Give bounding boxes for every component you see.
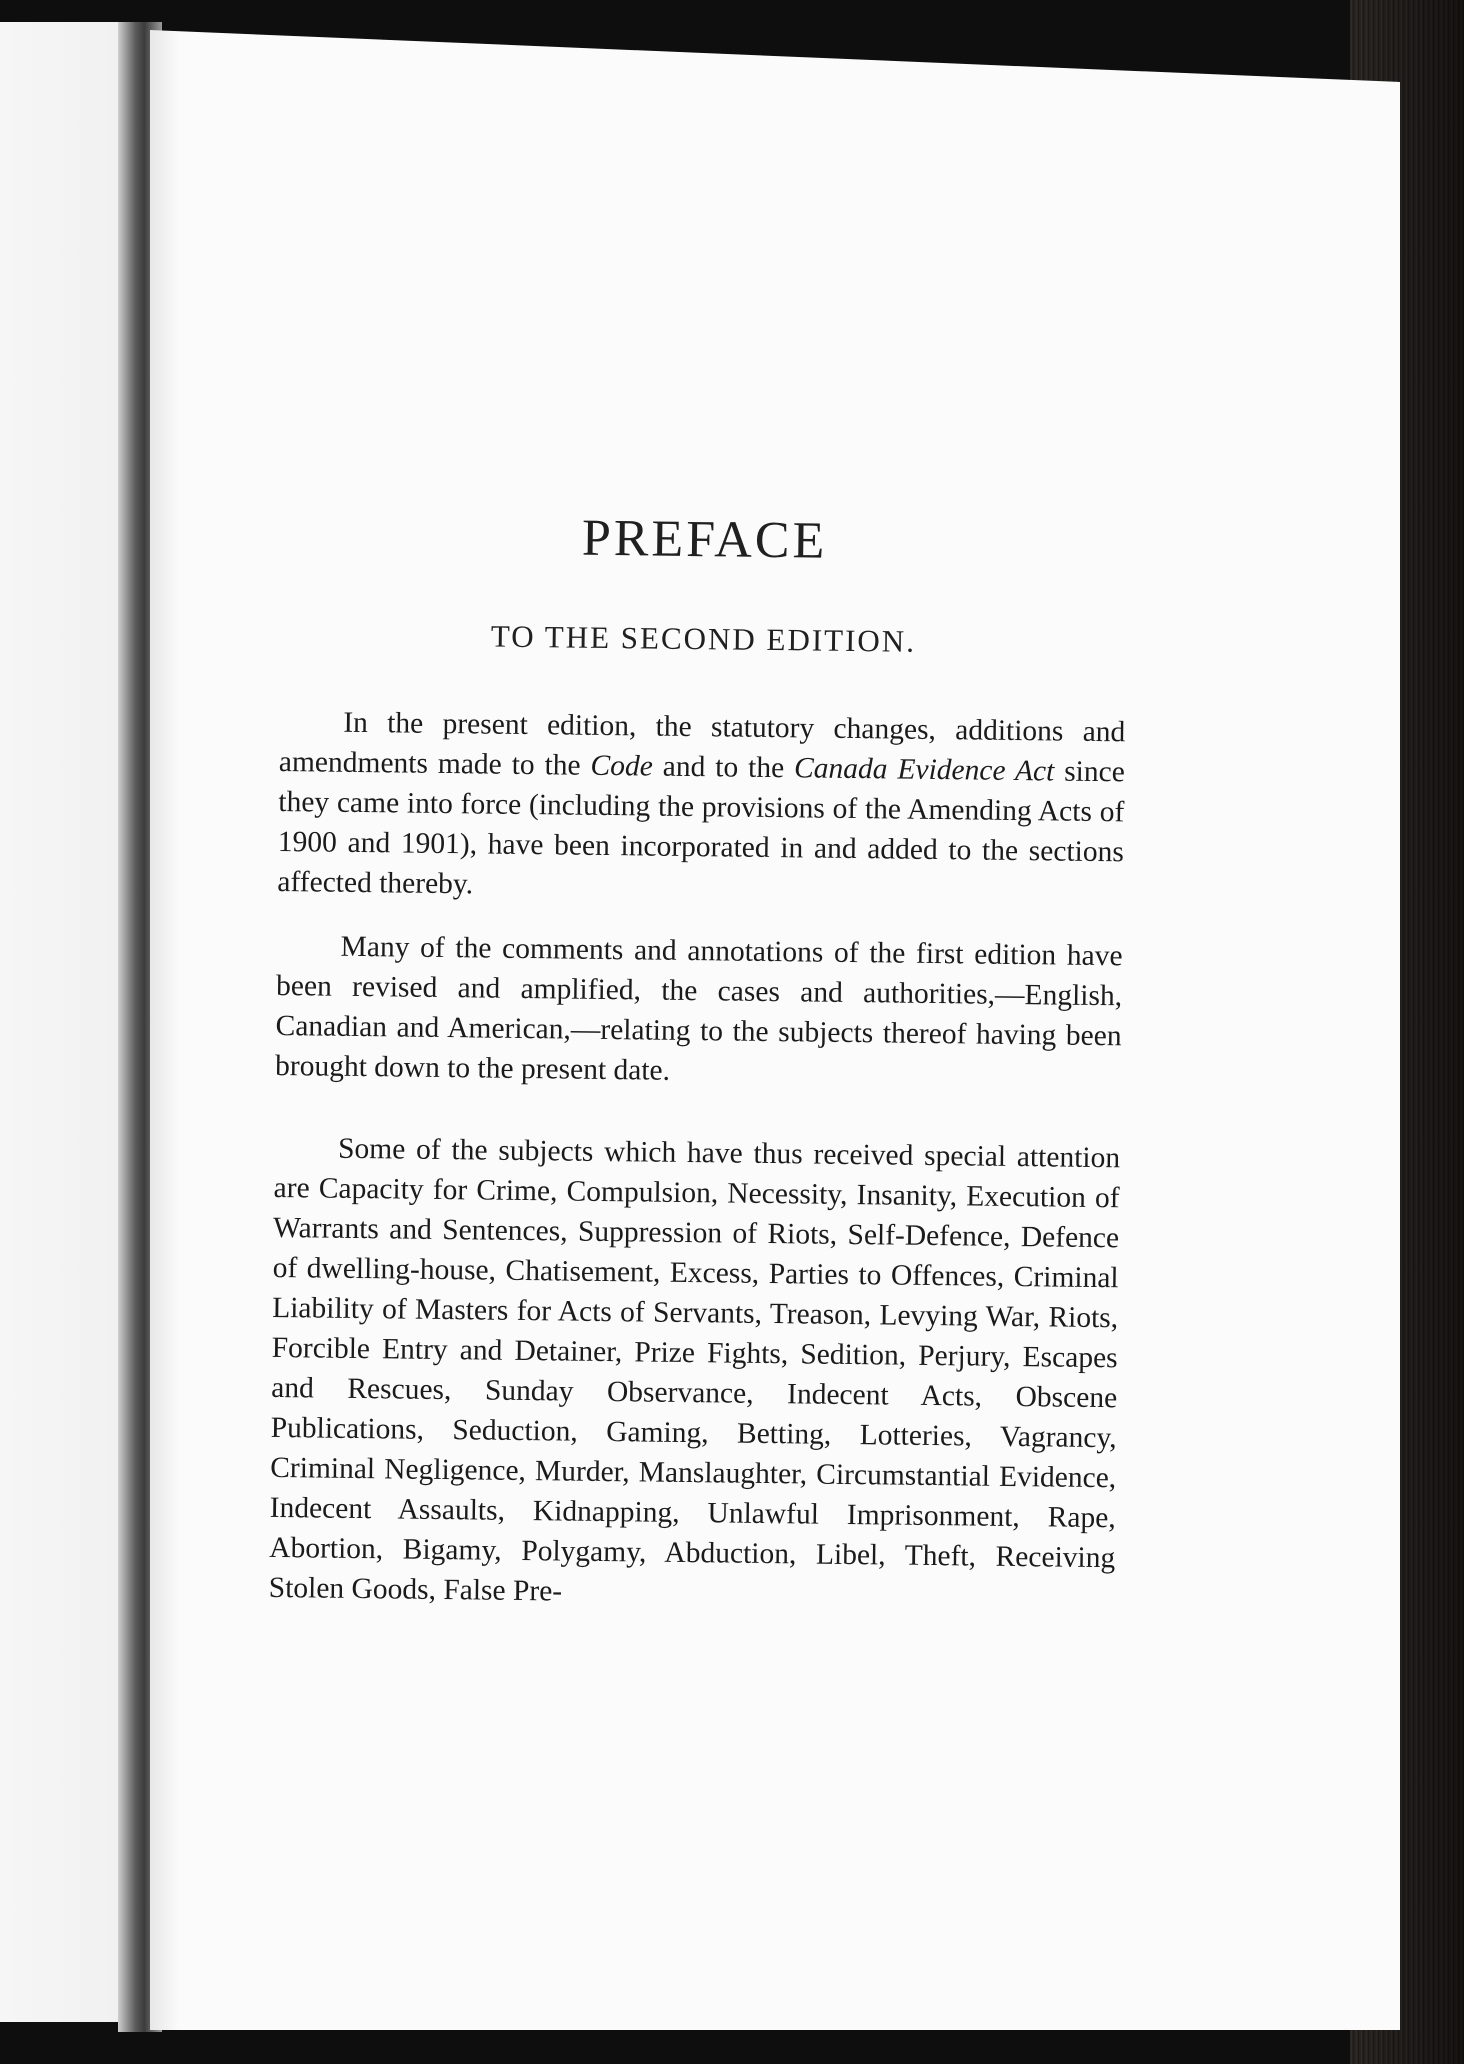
paragraph-1-part-3: and to the: [652, 750, 795, 785]
evidence-act-title-italic: Canada Evidence Act: [793, 752, 1055, 788]
page-shadow: [150, 30, 180, 2030]
paragraph-2: Many of the comments and annotations of the first edition have been revised and amplified, the cases and authorities,—English, Canadian and American,—relating to the subjects thereof having been brought down to the present date.: [274, 930, 1123, 1087]
paragraph-3: Some of the subjects which have thus received special attention are Capacity for Crime, Compulsion, Necessity, Insanity, Execution of Warrants and Sentences, Suppression of Riots, Self-Defence, Defence of dwelling-house, Chatisement, Excess, Parties to Offences, Criminal Liability of Masters for Acts of Servants, Treason, Levying War, Riots, Forcible Entry and Detainer, Prize Fights, Sedition, Perjury, Escapes and Rescues, Sunday Observance, Indecent Acts, Obscene Publications, Seduction, Gaming, Betting, Lotteries, Vagrancy, Criminal Negligence, Murder, Manslaughter, Circumstantial Evidence, Indecent Assaults, Kidnapping, Unlawful Imprisonment, Rape, Abortion, Bigamy, Polygamy, Abduction, Libel, Theft, Receiving Stolen Goods, False Pre-: [268, 1132, 1121, 1608]
code-title-italic: Code: [590, 749, 654, 783]
page-title: PREFACE: [581, 509, 828, 570]
paragraph-1-part-1: In the present edition, the statutory changes, additions and amendments made to the: [278, 706, 1126, 782]
page-subtitle: TO THE SECOND EDITION.: [490, 618, 917, 659]
page-text-block: [269, 505, 1128, 1618]
paragraph-1-part-5: since they came into force (including the provisions of the Amending Acts of 1900 and 1901), have been incorporated in and added to the sections affected thereby.: [277, 755, 1125, 901]
paragraph-1: [277, 702, 1125, 912]
